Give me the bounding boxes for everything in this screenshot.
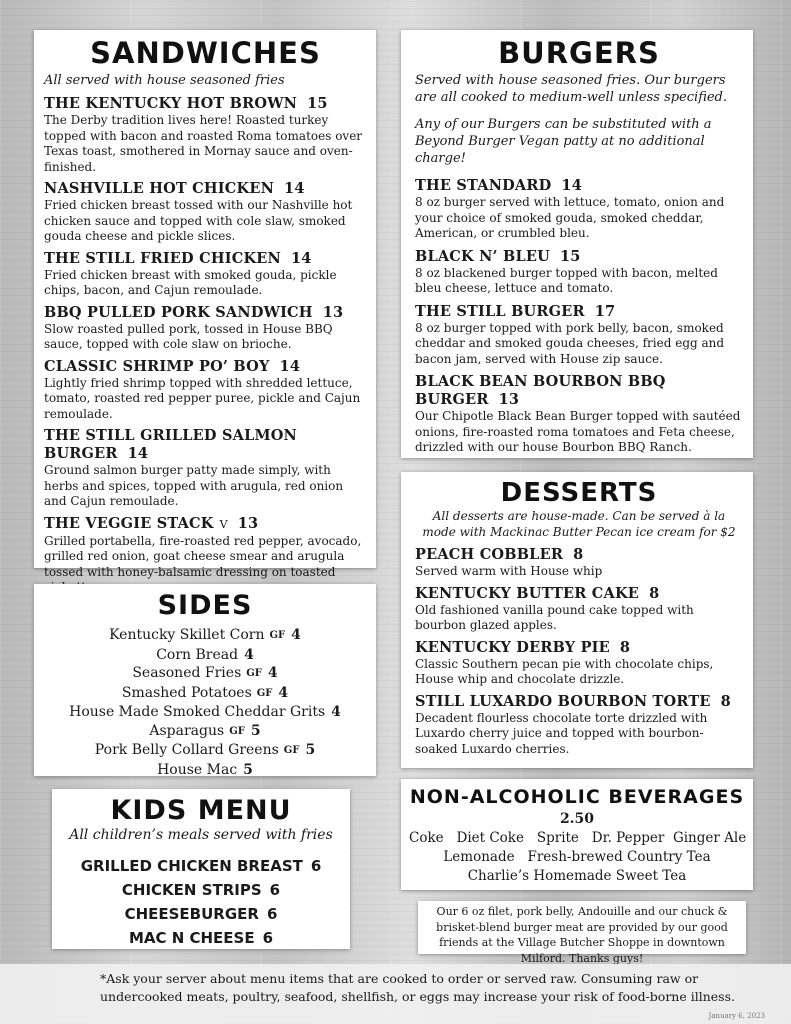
sandwiches-title: SANDWICHES bbox=[90, 36, 321, 70]
burger-item bbox=[415, 177, 743, 242]
beverage-line: Coke Diet Coke Sprite Dr. Pepper Ginger Ale bbox=[409, 830, 747, 846]
side-item-name: Smashed Potatoes bbox=[121, 684, 252, 701]
dessert-item-title bbox=[415, 639, 743, 657]
burger-item-title bbox=[415, 373, 743, 409]
dessert-item-description: Served warm with House whip bbox=[415, 564, 603, 578]
burger-item-description: 8 oz burger topped with pork belly, bacon, smoked cheddar and smoked gouda cheeses, fried egg and bacon jam, served with House zip sauce. bbox=[415, 320, 725, 366]
kids-item bbox=[60, 854, 342, 878]
burger-item-price: 13 bbox=[498, 391, 520, 408]
butcher-note-card bbox=[418, 901, 746, 965]
dessert-item-name: KENTUCKY BUTTER CAKE bbox=[415, 584, 640, 602]
dessert-item bbox=[415, 546, 743, 580]
kids-item-name: CHICKEN STRIPS bbox=[121, 881, 262, 899]
burger-item bbox=[415, 248, 743, 297]
side-item-name: Pork Belly Collard Greens bbox=[94, 742, 279, 758]
sandwich-item-name: CLASSIC SHRIMP PO’ BOY bbox=[44, 357, 270, 375]
sandwich-item bbox=[44, 95, 367, 175]
dessert-list bbox=[415, 546, 743, 757]
sandwich-item-name: THE KENTUCKY HOT BROWN bbox=[44, 95, 298, 112]
sandwich-item-title bbox=[44, 95, 367, 113]
sides-list bbox=[42, 626, 368, 779]
desserts-section bbox=[401, 472, 753, 768]
side-item-price: 4 bbox=[244, 646, 254, 663]
sandwich-item-name: THE VEGGIE STACK bbox=[44, 514, 214, 532]
side-item bbox=[42, 722, 368, 742]
sandwich-item-price: 14 bbox=[284, 180, 305, 197]
burger-item-price: 15 bbox=[560, 247, 581, 265]
vegetarian-tag: V bbox=[219, 517, 228, 531]
sandwich-item-name: BBQ PULLED PORK SANDWICH bbox=[44, 303, 313, 321]
dessert-item bbox=[415, 585, 743, 634]
sandwich-item-description: Grilled portabella, fire-roasted red pepper, avocado, grilled red onion, goat cheese smear and arugula tossed with honey-balsamic dressing on toasted bbox=[44, 533, 362, 579]
burger-list bbox=[415, 177, 743, 456]
sandwich-item-description: Lightly fried shrimp topped with shredded lettuce, tomato, roasted red pepper puree, pickle and Cajun remoulade. bbox=[44, 375, 361, 421]
beverages-list bbox=[409, 829, 745, 886]
beverage-line: Charlie’s Homemade Sweet Tea bbox=[467, 868, 687, 884]
burgers-title: BURGERS bbox=[498, 36, 660, 70]
sandwich-item-price: 13 bbox=[237, 514, 259, 532]
side-item-price: 4 bbox=[267, 665, 278, 681]
dessert-item-description: Old fashioned vanilla pound cake topped with bourbon glazed apples. bbox=[415, 602, 694, 632]
sandwich-item-description: The Derby tradition lives here! Roasted turkey topped with bacon and roasted Roma tomatoes over Texas toast, smothered in Mornay sauce and oven-finished. bbox=[44, 113, 363, 174]
burger-item-title bbox=[415, 177, 743, 195]
side-item-price: 5 bbox=[305, 742, 316, 758]
sandwich-item-title bbox=[44, 250, 367, 268]
desserts-title: DESSERTS bbox=[500, 478, 658, 508]
burger-item-price: 17 bbox=[594, 302, 616, 320]
burgers-section bbox=[401, 30, 753, 458]
kids-item-price: 6 bbox=[269, 881, 281, 899]
dessert-item-description: Decadent flourless chocolate torte drizzled with Luxardo cherry juice and topped with bourbon-soaked Luxardo cherries. bbox=[415, 710, 708, 756]
dessert-item-title bbox=[415, 546, 743, 564]
sandwich-item-description: Slow roasted pulled pork, tossed in House BBQ sauce, topped with cole slaw on brioche. bbox=[44, 321, 333, 351]
side-item-price: 4 bbox=[278, 684, 289, 701]
side-item bbox=[42, 761, 368, 780]
side-item bbox=[42, 741, 368, 761]
side-item-name: Corn Bread bbox=[156, 646, 239, 663]
burger-item-description: 8 oz burger served with lettuce, tomato, onion and your choice of smoked gouda, smoked cheddar, American, or crumbled bleu. bbox=[415, 195, 725, 240]
kids-item-name: CHEESEBURGER bbox=[124, 905, 259, 923]
sandwiches-subtitle: All served with house seasoned fries bbox=[44, 73, 285, 88]
side-item-name: House Made Smoked Cheddar Grits bbox=[69, 704, 326, 720]
burger-item-name: BLACK BEAN BOURBON BBQ BURGER bbox=[415, 373, 666, 408]
dessert-item-name: KENTUCKY DERBY PIE bbox=[415, 638, 610, 656]
dessert-item-price: 8 bbox=[573, 546, 584, 563]
burger-item-name: BLACK N’ BLEU bbox=[415, 247, 550, 265]
sandwich-item-title bbox=[44, 358, 367, 376]
sandwich-item-price: 13 bbox=[322, 303, 344, 321]
sandwich-item-name: NASHVILLE HOT CHICKEN bbox=[44, 180, 275, 197]
burgers-subtitle: Served with house seasoned fries. Our burgers are all cooked to medium-well unless specified. bbox=[415, 73, 728, 105]
sandwich-item-description: Ground salmon burger patty made simply, with herbs and spices, topped with arugula, red onion and Cajun remoulade. bbox=[44, 463, 344, 508]
sandwich-item-description: Fried chicken breast with smoked gouda, pickle chips, bacon, and Cajun remoulade. bbox=[44, 267, 337, 297]
burger-item-price: 14 bbox=[561, 177, 583, 194]
dessert-item-price: 8 bbox=[619, 638, 631, 656]
side-item-name: House Mac bbox=[157, 761, 238, 778]
gluten-free-tag: GF bbox=[256, 687, 273, 699]
kids-item-price: 6 bbox=[266, 905, 278, 923]
sandwich-item-price: 15 bbox=[307, 95, 328, 112]
burgers-note: Any of our Burgers can be substituted with a Beyond Burger Vegan patty at no additional charge! bbox=[415, 117, 712, 166]
dessert-item-title bbox=[415, 693, 743, 711]
sandwich-item-name: THE STILL GRILLED SALMON BURGER bbox=[44, 427, 298, 462]
burger-item bbox=[415, 373, 743, 456]
burger-item-title bbox=[415, 303, 743, 321]
beverages-section bbox=[401, 779, 753, 890]
kids-item bbox=[60, 902, 342, 926]
raw-food-warning: *Ask your server about menu items that are cooked to order or served raw. Consuming raw or undercooked meats, poultry, seafood, shellfish, or eggs may increase your risk of food-borne illness. bbox=[100, 971, 735, 1004]
sandwich-item-description: Fried chicken breast tossed with our Nashville hot chicken sauce and topped with cole slaw, smoked gouda cheese and pickle slices. bbox=[44, 198, 353, 243]
side-item-name: Kentucky Skillet Corn bbox=[109, 627, 265, 643]
dessert-item-name: STILL LUXARDO BOURBON TORTE bbox=[415, 692, 711, 710]
dessert-item bbox=[415, 639, 743, 688]
beverages-title: NON-ALCOHOLIC BEVERAGES bbox=[409, 786, 745, 808]
dessert-item-price: 8 bbox=[649, 584, 660, 602]
kids-title: KIDS MENU bbox=[110, 795, 292, 826]
side-item-name: Seasoned Fries bbox=[132, 665, 242, 681]
gluten-free-tag: GF bbox=[269, 630, 286, 641]
butcher-note: Our 6 oz filet, pork belly, Andouille and our chuck & brisket-blend burger meat are provided by our good friends at the Village Butcher Shoppe in downtown Milford. Thanks guys! bbox=[436, 905, 728, 965]
sandwich-item-title bbox=[44, 515, 367, 534]
gluten-free-tag: GF bbox=[283, 745, 300, 756]
side-item bbox=[42, 646, 368, 665]
kids-item-name: GRILLED CHICKEN BREAST bbox=[80, 857, 303, 875]
side-item-name: Asparagus bbox=[149, 722, 225, 739]
side-item-price: 5 bbox=[250, 722, 261, 739]
kids-item-price: 6 bbox=[310, 857, 322, 875]
side-item bbox=[42, 664, 368, 684]
burger-item-description: Our Chipotle Black Bean Burger topped with sautéed onions, fire-roasted roma tomatoes and Feta cheese, drizzled with our house Bourbon BBQ Ranch. bbox=[415, 409, 741, 454]
dessert-item bbox=[415, 693, 743, 758]
sandwich-item bbox=[44, 180, 367, 245]
sandwich-item-title bbox=[44, 180, 367, 198]
dessert-item-description: Classic Southern pecan pie with chocolate chips, House whip and chocolate drizzle. bbox=[415, 656, 714, 686]
kids-item bbox=[60, 926, 342, 950]
dessert-item-price: 8 bbox=[720, 692, 731, 710]
burger-item-description: 8 oz blackened burger topped with bacon, melted bleu cheese, lettuce and tomato. bbox=[415, 265, 718, 295]
sandwich-item bbox=[44, 427, 367, 510]
sandwich-item bbox=[44, 304, 367, 353]
beverages-price: 2.50 bbox=[559, 811, 595, 827]
kids-section bbox=[52, 789, 350, 949]
gluten-free-tag: GF bbox=[229, 725, 245, 737]
burger-item-title bbox=[415, 248, 743, 266]
sandwich-item-title bbox=[44, 304, 367, 322]
desserts-subtitle: All desserts are house-made. Can be served à la mode with Mackinac Butter Pecan ice cream for $2 bbox=[422, 509, 736, 539]
sandwich-item-name: THE STILL FRIED CHICKEN bbox=[44, 249, 281, 267]
dessert-item-name: PEACH COBBLER bbox=[415, 546, 564, 563]
sandwich-item-price: 14 bbox=[127, 445, 149, 462]
menu-date: January 6, 2023 bbox=[708, 1012, 765, 1020]
side-item bbox=[42, 684, 368, 704]
kids-item bbox=[60, 878, 342, 902]
sandwich-list bbox=[44, 95, 367, 596]
gluten-free-tag: GF bbox=[246, 668, 262, 679]
sides-title: SIDES bbox=[157, 590, 253, 621]
sandwiches-section bbox=[34, 30, 376, 579]
burger-item-name: THE STANDARD bbox=[415, 177, 552, 194]
kids-item-name: MAC N CHEESE bbox=[128, 929, 255, 947]
side-item-price: 4 bbox=[291, 627, 301, 643]
sandwich-item bbox=[44, 358, 367, 423]
side-item-price: 5 bbox=[243, 761, 253, 778]
sandwich-item-price: 14 bbox=[290, 249, 312, 267]
beverage-line: Lemonade Fresh-brewed Country Tea bbox=[443, 849, 711, 865]
burger-item-name: THE STILL BURGER bbox=[415, 302, 585, 320]
side-item bbox=[42, 626, 368, 646]
sides-section bbox=[34, 584, 376, 776]
sandwich-item-title bbox=[44, 427, 367, 463]
footer-banner bbox=[0, 964, 791, 1024]
kids-subtitle: All children’s meals served with fries bbox=[69, 827, 333, 843]
kids-list bbox=[60, 854, 342, 950]
side-item bbox=[42, 703, 368, 722]
sandwich-item bbox=[44, 250, 367, 299]
burger-item bbox=[415, 303, 743, 368]
sandwich-item-price: 14 bbox=[279, 357, 301, 375]
kids-item-price: 6 bbox=[262, 929, 274, 947]
side-item-price: 4 bbox=[331, 704, 341, 720]
dessert-item-title bbox=[415, 585, 743, 603]
